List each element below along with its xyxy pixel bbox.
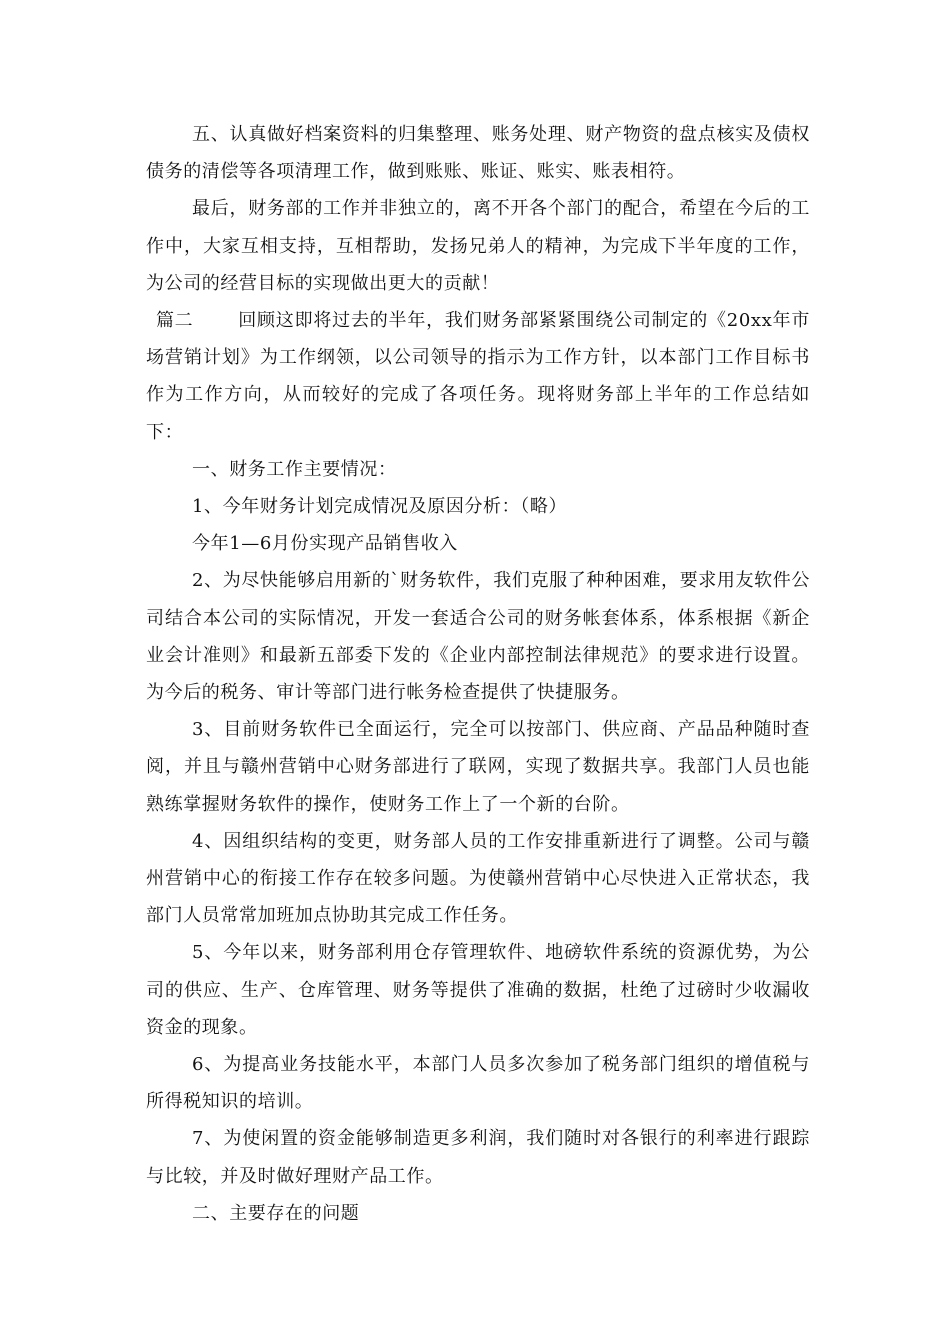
paragraph-item-1: 1、今年财务计划完成情况及原因分析：（略） [192,496,568,518]
paragraph-archive-cleanup: 五、认真做好档案资料的归集整理、账务处理、财产物资的盘点核实及债权债务的清偿等各项清理工作，做到账账、账证、账实、账表相符。 [146,124,810,183]
paragraph-item-2: 2、为尽快能够启用新的`财务软件，我们克服了种种困难，要求用友软件公司结合本公司的实际情况，开发一套适合公司的财务帐套体系，体系根据《新企业会计准则》和最新五部委下发的《企业内部控制法律规范》的要求进行设置。为今后的税务、审计等部门进行帐务检查提供了快捷服务。 [146,570,810,704]
paragraph-item-7: 7、为使闲置的资金能够制造更多利润，我们随时对各银行的利率进行跟踪与比较，并及时做好理财产品工作。 [146,1128,810,1187]
paragraph-item-6: 6、为提高业务技能水平，本部门人员多次参加了税务部门组织的增值税与所得税知识的培训。 [146,1054,810,1113]
document-body [146,116,810,1232]
paragraph-sales-revenue: 今年1—6月份实现产品销售收入 [192,533,458,555]
paragraph-item-3: 3、目前财务软件已全面运行，完全可以按部门、供应商、产品品种随时查阅，并且与赣州营销中心财务部进行了联网，实现了数据共享。我部门人员也能熟练掌握财务软件的操作，使财务工作上了一个新的台阶。 [146,719,810,815]
heading-main-problems: 二、主要存在的问题 [192,1202,360,1224]
section-two-intro-text: 回顾这即将过去的半年，我们财务部紧紧围绕公司制定的《20xx年市场营销计划》为工作纲领，以公司领导的指示为工作方针，以本部门工作目标书作为工作方向，从而较好的完成了各项任务。现将财务部上半年的工作总结如下： [146,310,810,443]
paragraph-item-5: 5、今年以来，财务部利用仓存管理软件、地磅软件系统的资源优势，为公司的供应、生产、仓库管理、财务等提供了准确的数据，杜绝了过磅时少收漏收资金的现象。 [146,942,810,1038]
paragraph-item-4: 4、因组织结构的变更，财务部人员的工作安排重新进行了调整。公司与赣州营销中心的衔接工作存在较多问题。为使赣州营销中心尽快进入正常状态，我部门人员常常加班加点协助其完成工作任务。 [146,830,810,927]
section-label: 篇二 [156,310,194,332]
heading-main-situation: 一、财务工作主要情况： [192,458,397,480]
paragraph-closing: 最后，财务部的工作并非独立的，离不开各个部门的配合，希望在今后的工作中，大家互相支持，互相帮助，发扬兄弟人的精神，为完成下半年度的工作，为公司的经营目标的实现做出更大的贡献！ [146,198,810,294]
paragraph-section-two-intro [146,302,810,451]
